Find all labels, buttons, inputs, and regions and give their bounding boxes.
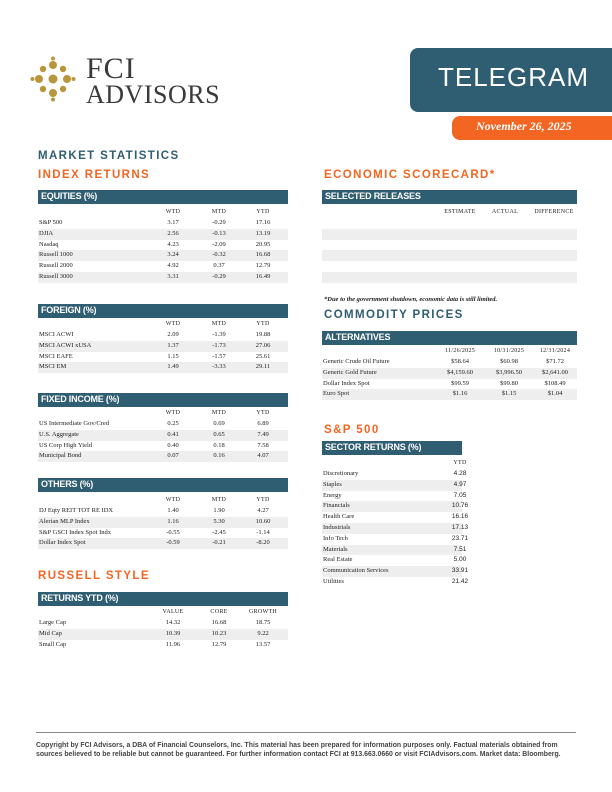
row-label: DJIA <box>39 229 54 237</box>
table-row <box>38 240 288 251</box>
row-value: $1.15 <box>501 390 517 398</box>
footer-disclaimer: Copyright by FCI Advisors, a DBA of Financial Counselors, Inc. This material has been prepared for information purposes only. Factual materials obtained from sources believed to be reliable but cannot be guaranteed. For further information contact FCI at 913.663.0660 or visit FCIAdvisors.com. Market data: Bloomberg. <box>36 742 561 759</box>
table-row <box>322 261 577 272</box>
column-header: YTD <box>256 321 270 327</box>
table-row <box>38 618 288 629</box>
row-value: 0.25 <box>167 420 179 427</box>
row-value: -8.20 <box>256 539 270 547</box>
column-header: DIFFERENCE <box>534 209 574 215</box>
row-value: 0.65 <box>213 430 225 438</box>
row-label: Dollar Index Spot <box>39 539 86 547</box>
report-date: November 26, 2025 <box>476 119 572 133</box>
economic-scorecard-heading: ECONOMIC SCORECARD* <box>324 169 496 181</box>
row-value: 1.49 <box>167 363 179 371</box>
row-label: Utilities <box>323 577 344 585</box>
row-value: -0.55 <box>166 528 180 536</box>
equities-table <box>38 206 288 283</box>
row-value: 20.95 <box>255 240 271 248</box>
row-value: 19.88 <box>255 331 271 338</box>
row-label: Staples <box>323 480 342 488</box>
row-label: Russell 1000 <box>39 251 73 259</box>
table-row <box>38 528 288 539</box>
row-value: 1.40 <box>167 507 179 514</box>
row-value: 12.79 <box>211 640 227 648</box>
row-value: -0.29 <box>212 272 226 280</box>
row-value: 1.16 <box>167 517 179 525</box>
column-header: YTD <box>256 209 270 215</box>
row-value: 13.57 <box>255 640 271 648</box>
row-value: 10.23 <box>211 629 227 637</box>
row-label: S&P 500 <box>39 219 63 226</box>
table-row <box>322 480 467 491</box>
column-header: ESTIMATE <box>444 209 476 215</box>
row-label: MSCI EM <box>39 363 67 371</box>
row-value: 16.68 <box>255 251 271 259</box>
table-row <box>322 250 577 261</box>
row-value: 29.11 <box>255 363 271 371</box>
column-header: CORE <box>210 609 228 615</box>
row-value: 27.06 <box>255 341 271 349</box>
fixed-income-bar: FIXED INCOME (%) <box>38 393 288 407</box>
row-label: DJ Eqty REIT TOT RE IDX <box>39 507 114 514</box>
row-value: 4.27 <box>257 507 269 514</box>
table-header-row <box>38 206 288 218</box>
column-header: MTD <box>211 410 227 416</box>
table-row <box>38 330 288 341</box>
sp500-heading: S&P 500 <box>324 424 380 436</box>
row-value: 7.58 <box>257 441 269 449</box>
table-header-row <box>322 457 467 469</box>
table-header-row <box>38 494 288 506</box>
column-header: 11/26/2025 <box>444 348 476 354</box>
column-header: MTD <box>211 209 227 215</box>
russell-table <box>38 606 288 650</box>
row-value: 17.16 <box>255 219 271 226</box>
equities-bar: EQUITIES (%) <box>38 190 288 204</box>
row-label: Generic Gold Future <box>323 368 377 376</box>
row-label: Info Tech <box>323 534 348 542</box>
row-label: S&P GSCI Index Spot Indx <box>39 528 111 536</box>
row-value: 0.07 <box>167 452 179 460</box>
row-value: $99.80 <box>500 379 518 387</box>
russell-bar: RETURNS YTD (%) <box>38 592 288 606</box>
sector-returns-table <box>322 457 469 588</box>
table-row <box>322 523 469 534</box>
row-value: $1.16 <box>452 390 468 398</box>
row-value: 3.17 <box>167 219 179 226</box>
table-row <box>322 357 577 368</box>
column-header: WTD <box>165 321 181 327</box>
column-header: 10/31/2025 <box>493 348 525 354</box>
selected-releases-bar: SELECTED RELEASES <box>322 190 577 204</box>
row-value: 23.71 <box>451 534 469 542</box>
column-header: YTD <box>256 497 270 503</box>
row-label: MSCI EAFE <box>39 352 73 360</box>
table-row <box>38 517 288 528</box>
row-value: 10.60 <box>255 517 271 525</box>
row-value: $99.59 <box>451 379 469 387</box>
row-value: 2.56 <box>167 229 179 237</box>
table-row <box>322 545 467 556</box>
row-value: 12.79 <box>255 262 271 270</box>
row-label: Industrials <box>323 523 351 531</box>
table-row <box>322 229 577 240</box>
table-row <box>38 261 288 272</box>
row-value: $1.04 <box>547 390 563 398</box>
row-value: $3,996.50 <box>496 368 522 376</box>
compass-logo-icon <box>30 56 76 102</box>
table-row <box>38 629 288 640</box>
row-value: 1.90 <box>213 507 225 514</box>
table-row <box>322 512 469 523</box>
sector-returns-bar: SECTOR RETURNS (%) <box>322 441 462 455</box>
row-value: $2,641.00 <box>542 368 568 376</box>
row-value: 0.41 <box>167 430 179 438</box>
row-value: -1.14 <box>256 528 270 536</box>
row-label: Materials <box>323 545 348 553</box>
row-label: Alerian MLP Index <box>39 517 90 525</box>
row-label: Russell 2000 <box>39 262 73 270</box>
table-row <box>322 240 577 251</box>
others-bar: OTHERS (%) <box>38 478 288 492</box>
row-value: 11.96 <box>165 640 181 648</box>
table-row <box>322 368 577 379</box>
row-value: 4.23 <box>167 240 179 248</box>
banner-title: TELEGRAM <box>438 62 590 92</box>
row-value: 4.97 <box>453 480 467 488</box>
table-row <box>322 534 469 545</box>
row-value: -0.13 <box>212 229 226 237</box>
alternatives-bar: ALTERNATIVES <box>322 331 577 345</box>
row-value: $4,159.60 <box>447 368 473 376</box>
row-value: -2.45 <box>212 528 226 536</box>
row-label: U.S. Aggregate <box>39 430 79 438</box>
row-value: 5.00 <box>453 556 467 564</box>
row-value: 33.91 <box>451 567 469 575</box>
table-row <box>38 341 288 352</box>
row-value: 3.24 <box>167 251 179 259</box>
row-label: MSCI ACWI <box>39 331 74 338</box>
table-row <box>38 640 288 651</box>
row-value: -1.57 <box>212 352 226 360</box>
market-statistics-heading: MARKET STATISTICS <box>38 150 180 162</box>
row-value: 4.28 <box>453 470 467 477</box>
row-label: Dollar Index Spot <box>323 379 370 387</box>
row-label: Energy <box>323 491 342 499</box>
row-value: 18.75 <box>255 619 271 626</box>
row-value: 4.92 <box>167 262 179 270</box>
scorecard-footnote: *Due to the government shutdown, economic data is still limited. <box>324 296 498 303</box>
row-value: 14.32 <box>165 619 181 626</box>
column-header: 12/31/2024 <box>539 348 571 354</box>
row-value: -3.33 <box>212 363 226 371</box>
table-header-row <box>38 407 288 419</box>
row-value: -0.21 <box>212 539 226 547</box>
row-value: 9.22 <box>257 629 269 637</box>
footer-divider <box>36 732 576 733</box>
foreign-bar: FOREIGN (%) <box>38 304 288 318</box>
row-value: -1.73 <box>212 341 226 349</box>
table-row <box>38 419 288 430</box>
row-value: 25.61 <box>255 352 271 360</box>
column-header: MTD <box>211 321 227 327</box>
row-label: Real Estate <box>323 556 353 564</box>
logo-text-fci: FCI <box>86 52 136 85</box>
row-label: Mid Cap <box>39 629 62 637</box>
table-row <box>322 389 577 400</box>
table-row <box>322 469 467 480</box>
row-label: Generic Crude Oil Future <box>323 358 390 365</box>
table-header-row <box>322 345 577 357</box>
row-label: US Intermediate Gov/Cred <box>39 420 110 427</box>
row-value: -0.29 <box>212 219 226 226</box>
row-value: 5.30 <box>213 517 225 525</box>
row-value: 4.07 <box>257 452 269 460</box>
table-row <box>38 430 288 441</box>
commodity-prices-heading: COMMODITY PRICES <box>324 309 464 321</box>
column-header: YTD <box>256 410 270 416</box>
foreign-table <box>38 318 288 373</box>
russell-style-heading: RUSSELL STYLE <box>38 570 150 582</box>
row-value: 0.37 <box>213 262 225 270</box>
fixed-income-table <box>38 407 288 462</box>
table-row <box>38 250 288 261</box>
row-value: 21.42 <box>451 577 469 585</box>
row-value: 0.40 <box>167 441 179 449</box>
table-row <box>38 362 288 373</box>
row-label: Communication Services <box>323 567 389 575</box>
others-table <box>38 494 288 549</box>
table-row <box>322 501 469 512</box>
table-row <box>38 451 288 462</box>
column-header: WTD <box>165 497 181 503</box>
table-row <box>38 272 288 283</box>
row-value: 7.05 <box>453 491 467 499</box>
column-header: MTD <box>211 497 227 503</box>
table-row <box>322 218 577 229</box>
row-value: 13.19 <box>255 229 271 237</box>
row-value: 1.37 <box>167 341 179 349</box>
row-value: $58.64 <box>451 358 469 365</box>
row-label: Nasdaq <box>39 240 59 248</box>
row-label: Euro Spot <box>323 390 350 398</box>
row-label: Large Cap <box>39 619 67 626</box>
table-row <box>322 577 469 588</box>
table-row <box>38 352 288 363</box>
column-header: ACTUAL <box>491 209 519 215</box>
row-value: 1.15 <box>167 352 179 360</box>
index-returns-heading: INDEX RETURNS <box>38 169 151 181</box>
row-value: 0.69 <box>213 420 225 427</box>
alternatives-table <box>322 345 577 400</box>
row-value: 17.13 <box>451 523 469 531</box>
row-value: -0.32 <box>212 251 226 259</box>
row-value: 10.39 <box>165 629 181 637</box>
row-label: Municipal Bond <box>39 452 82 460</box>
row-label: Health Care <box>323 513 355 521</box>
row-label: Small Cap <box>39 640 67 648</box>
row-label: Discretionary <box>323 470 359 477</box>
row-value: 0.18 <box>213 441 225 449</box>
table-row <box>322 272 577 283</box>
row-value: 16.68 <box>211 619 227 626</box>
table-row <box>322 566 469 577</box>
row-value: 16.16 <box>451 513 469 521</box>
column-header: YTD <box>453 460 467 466</box>
row-value: $108.49 <box>544 379 566 387</box>
row-value: 2.09 <box>167 331 179 338</box>
row-value: 3.31 <box>167 272 179 280</box>
row-value: 10.76 <box>451 502 469 510</box>
table-row <box>322 379 577 390</box>
row-label: US Corp High Yield <box>39 441 93 449</box>
row-value: 6.89 <box>257 420 269 427</box>
table-row <box>38 218 288 229</box>
table-row <box>38 229 288 240</box>
row-value: $60.98 <box>500 358 518 365</box>
logo-text-advisors: ADVISORS <box>86 80 221 109</box>
table-row <box>322 555 467 566</box>
column-header: WTD <box>165 410 181 416</box>
row-value: 7.49 <box>257 430 269 438</box>
table-row <box>38 538 288 549</box>
row-label: MSCI ACWI xUSA <box>39 341 92 349</box>
row-label: Russell 3000 <box>39 272 73 280</box>
table-header-row <box>38 606 288 618</box>
table-row <box>38 506 288 517</box>
table-row <box>38 441 288 452</box>
column-header: WTD <box>165 209 181 215</box>
row-value: 16.49 <box>255 272 271 280</box>
column-header: VALUE <box>162 609 184 615</box>
row-value: 7.51 <box>453 545 467 553</box>
row-label: Financials <box>323 502 350 510</box>
fci-logo <box>30 50 220 110</box>
selected-releases-table <box>322 206 577 283</box>
table-header-row <box>322 206 577 218</box>
table-header-row <box>38 318 288 330</box>
column-header: GROWTH <box>248 609 278 615</box>
table-row <box>322 491 467 502</box>
row-value: 0.16 <box>213 452 225 460</box>
row-value: -1.39 <box>212 331 226 338</box>
row-value: $71.72 <box>546 358 564 365</box>
row-value: -0.59 <box>166 539 180 547</box>
row-value: -2.09 <box>212 240 226 248</box>
